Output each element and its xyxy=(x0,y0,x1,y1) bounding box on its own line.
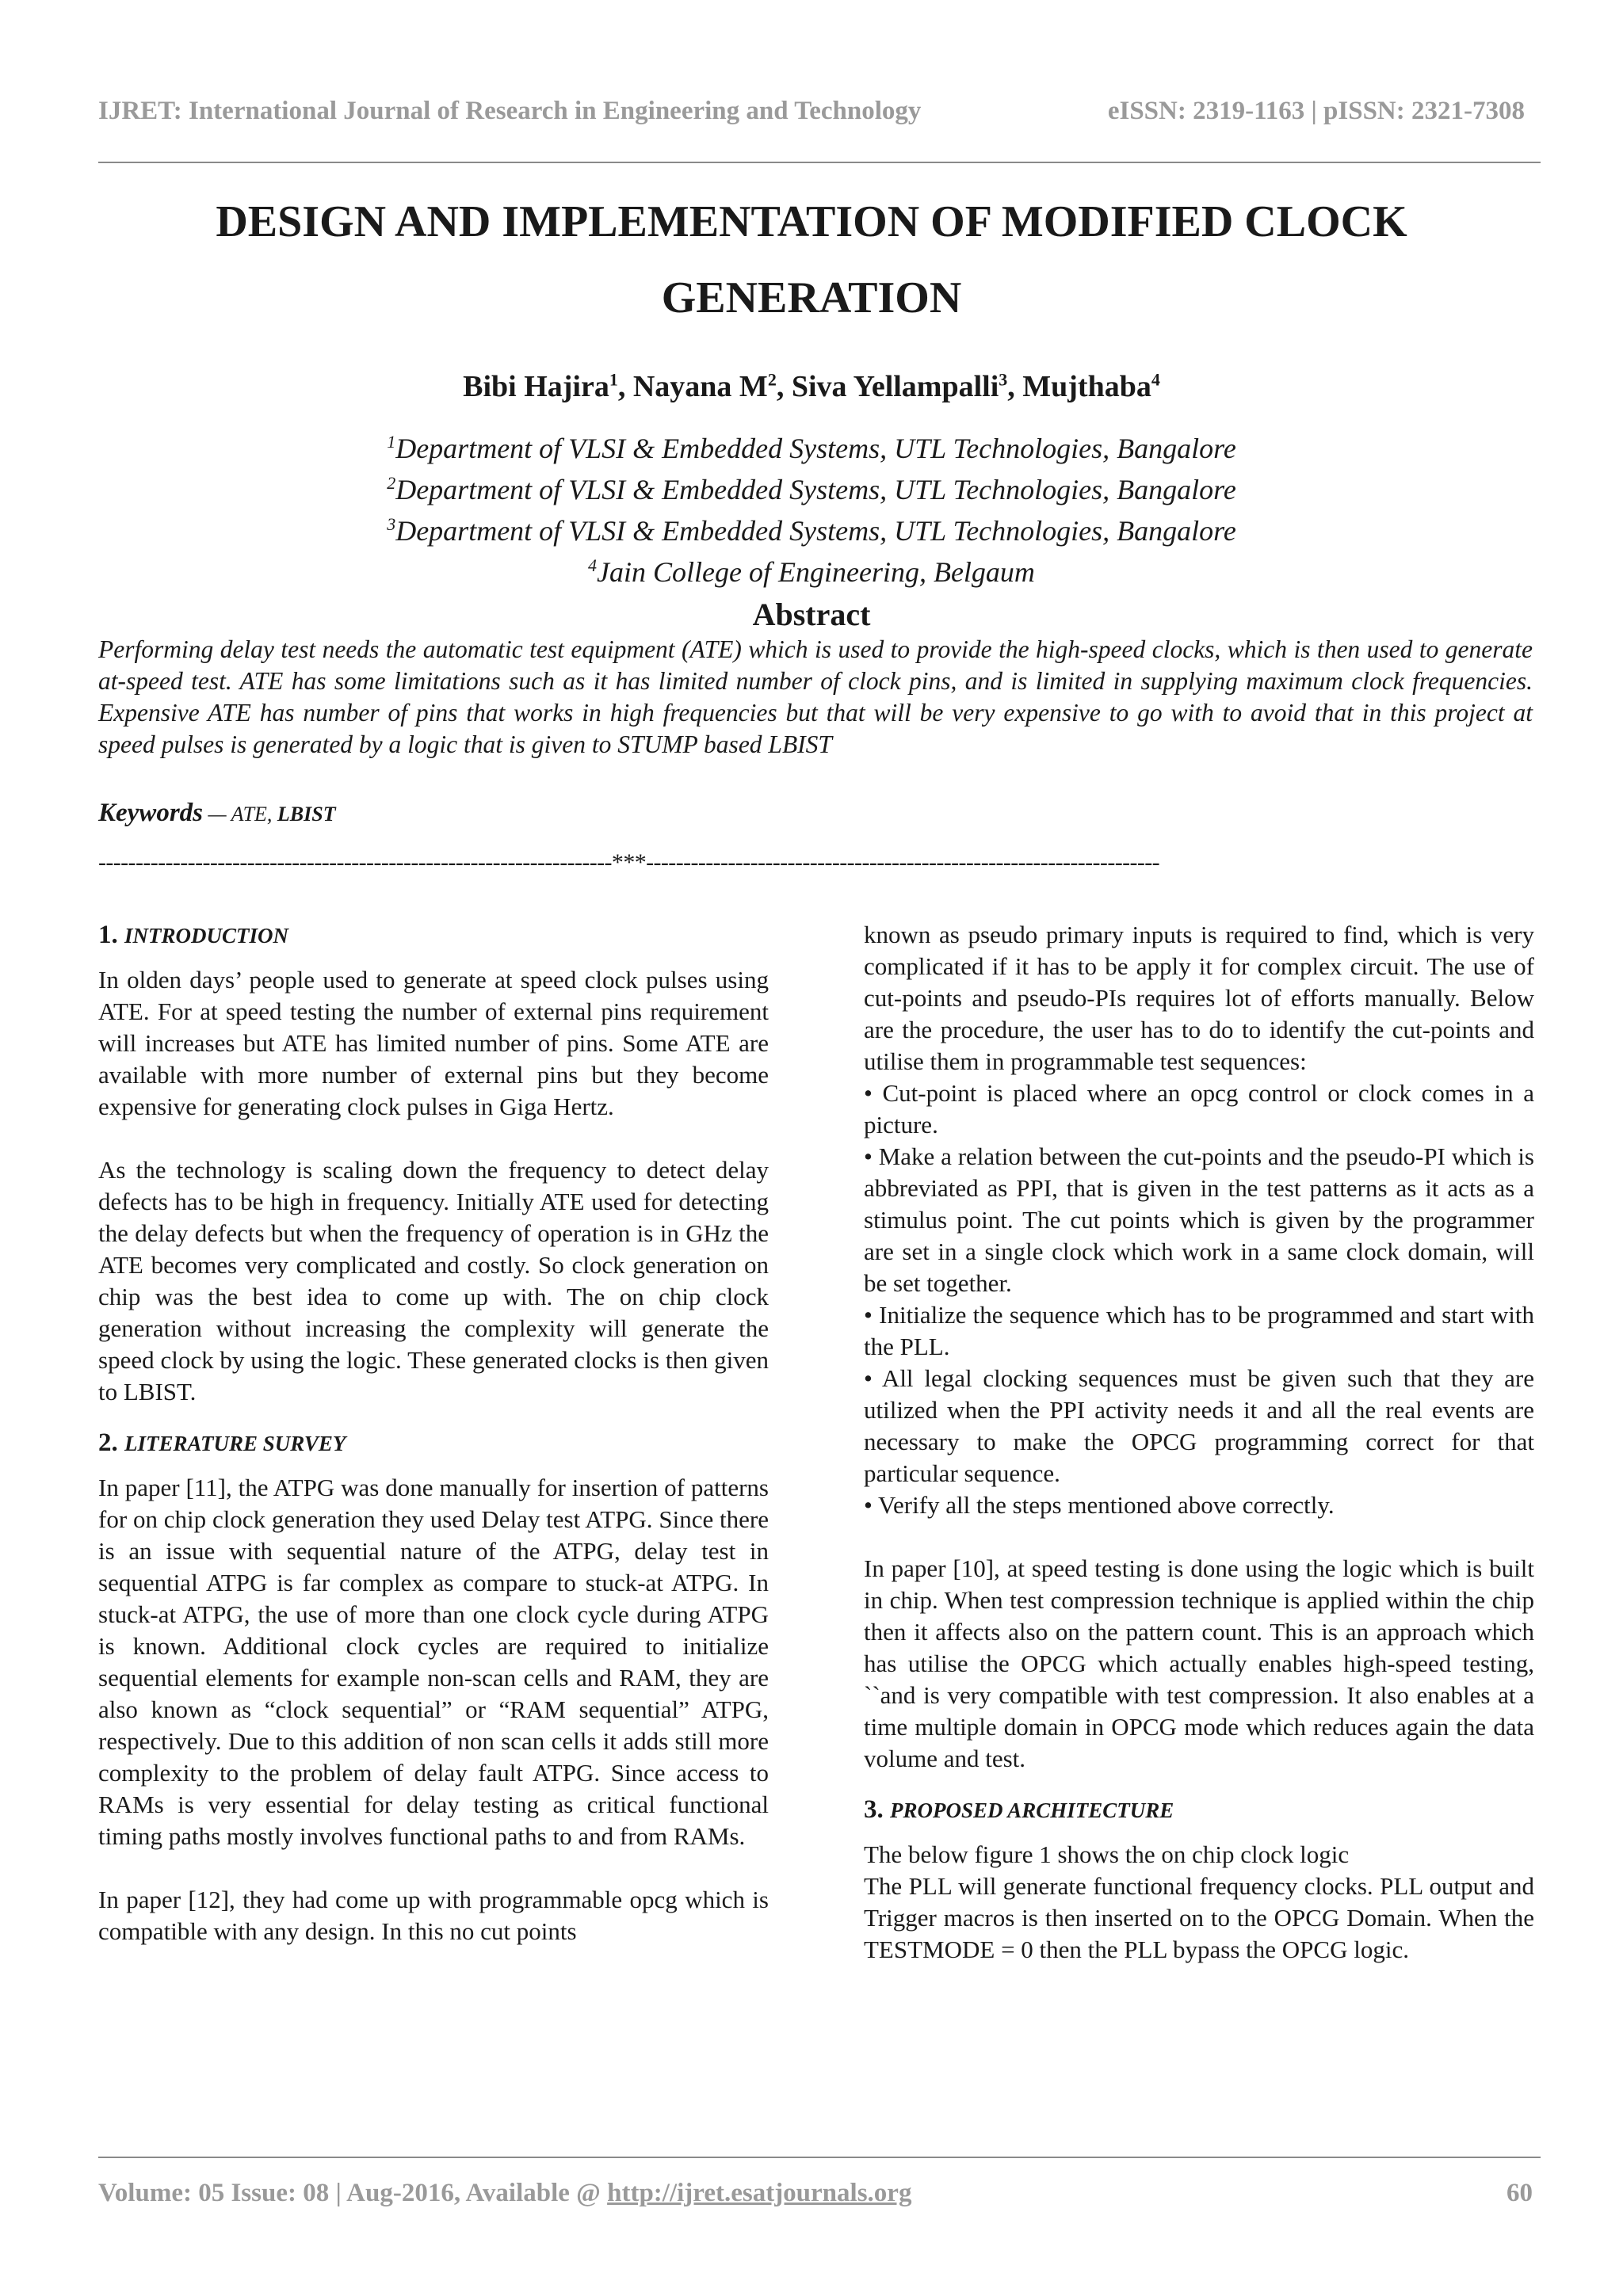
paragraph: In paper [10], at speed testing is done using the logic which is built in chip. When test compression technique is applied within the chip then it affects also on the pattern count. This is an approach which has utilise the OPCG which actually enables high-speed testing, ``and is very compatible with test compression. It also enables at a time multiple domain in OPCG mode which reduces again the data volume and test. xyxy=(864,1554,1534,1772)
affiliation: $^3$Department of VLSI & Embedded Systems, UTL Technologies, Bangalore xyxy=(387,514,1236,547)
keywords-label: Keywords xyxy=(98,799,203,827)
paragraph: As the technology is scaling down the frequency to detect delay defects has to be high in frequency. Initially ATE used for detecting the delay defects but when the frequency of operation is in GHz the ATE becomes very complicated and costly. So clock generation on chip was the best idea to come up with. The on chip clock generation without increasing the complexity will generate the speed clock by using the logic. These generated clocks is then given to LBIST. xyxy=(98,1156,769,1405)
footer-volume: Volume: 05 Issue: 08 | Aug-2016, Available @ xyxy=(98,2179,608,2207)
affiliation: $^4$Jain College of Engineering, Belgaum xyxy=(588,555,1035,588)
journal-link[interactable]: http://ijret.esatjournals.org xyxy=(607,2179,912,2207)
author: Nayana $M^2$, xyxy=(632,369,792,403)
keywords-sep: — xyxy=(203,803,231,826)
right-column xyxy=(864,919,1534,1966)
abstract-text: Performing delay test needs the automatic test equipment (ATE) which is used to provide the high-speed clocks, which is then used to generate at-speed test. ATE has some limitations such as it has limited number of clock pins, and is limited in supplying maximum clock frequencies. Expensive ATE has number of pins that works in high frequencies but that will be very expensive to go with to avoid that in this project at speed pulses is generated by a logic that is given to STUMP based LBIST xyxy=(98,635,1533,758)
list-item: • Verify all the steps mentioned above correctly. xyxy=(864,1491,1335,1519)
affiliation: $^2$Department of VLSI & Embedded Systems, UTL Technologies, Bangalore xyxy=(387,473,1236,505)
paragraph: The PLL will generate functional frequency clocks. PLL output and Trigger macros is then inserted on to the OPCG Domain. When the TESTMODE = 0 then the PLL bypass the OPCG logic. xyxy=(864,1872,1534,1963)
list-item: • Cut-point is placed where an opcg control or clock comes in a picture. xyxy=(864,1079,1534,1138)
keyword: ATE, xyxy=(231,803,277,826)
section-heading-introduction: 1. INTRODUCTION xyxy=(98,921,289,949)
paragraph: In olden days’ people used to generate at speed clock pulses using ATE. For at speed testing the number of external pins requirement will increases but ATE has limited number of pins. Some ATE are available with more number of external pins but they become expensive for generating clock pulses in Giga Hertz. xyxy=(98,966,769,1120)
section-separator: ---------------------------------------------------------------------***--------------------------------------------------------------------- xyxy=(98,849,1160,875)
left-column xyxy=(98,919,769,1947)
paragraph: In paper [12], they had come up with programmable opcg which is compatible with any design. In this no cut points xyxy=(98,1886,769,1945)
list-item: • All legal clocking sequences must be given such that they are utilized when the PPI activity needs it and all the real events are necessary to make the OPCG programming correct for that particular sequence. xyxy=(864,1364,1534,1487)
paper-title xyxy=(98,184,1525,336)
paragraph: known as pseudo primary inputs is required to find, which is very complicated if it has to be apply it for complex circuit. The use of cut-points and pseudo-PIs requires lot of efforts manually. Below are the procedure, the user has to do to identify the cut-points and utilise them in programmable test sequences: xyxy=(864,921,1534,1075)
affiliation: $^1$Department of VLSI & Embedded Systems, UTL Technologies, Bangalore xyxy=(387,432,1236,464)
header-rule xyxy=(98,162,1541,163)
paragraph: In paper [11], the ATPG was done manually for insertion of patterns for on chip clock generation they used Delay test ATPG. Since there is an issue with sequential nature of the ATPG, delay test in sequential ATPG is far complex as compare to stuck-at ATPG. In stuck-at ATPG, the use of more than one clock cycle during ATPG is known. Additional clock cycles are required to initialize sequential elements for example non-scan cells and RAM, they are also known as “clock sequential” or “RAM sequential” ATPG, respectively. Due to this addition of non scan cells it adds still more complexity to the problem of delay fault ATPG. Since access to RAMs is very essential for delay testing as critical functional timing paths mostly involves functional paths to and from RAMs. xyxy=(98,1474,769,1850)
paragraph: The below figure 1 shows the on chip clock logic xyxy=(864,1840,1350,1868)
author: Bibi Hajira$^1$, xyxy=(463,369,633,403)
affiliations xyxy=(98,425,1525,589)
keyword: LBIST xyxy=(277,803,336,826)
journal-name: IJRET: International Journal of Research in Engineering and Technology xyxy=(98,97,922,125)
section-heading-proposed-architecture: 3. PROPOSED ARCHITECTURE xyxy=(864,1795,1174,1824)
title-line-1: DESIGN AND IMPLEMENTATION OF MODIFIED CLOCK xyxy=(216,197,1407,246)
list-item: • Make a relation between the cut-points and the pseudo-PI which is abbreviated as PPI, that is given in the test patterns as it acts as a stimulus point. The cut points which is given by the programmer are set in a single clock which work in a same clock domain, will be set together. xyxy=(864,1142,1534,1297)
author: Mujthaba$^4$ xyxy=(1022,369,1160,403)
abstract-heading: Abstract xyxy=(752,597,871,632)
page-number: 60 xyxy=(1507,2179,1533,2207)
footer-rule xyxy=(98,2157,1541,2158)
issn: eISSN: 2319-1163 | pISSN: 2321-7308 xyxy=(1107,97,1525,125)
section-heading-literature-survey: 2. LITERATURE SURVEY xyxy=(98,1428,346,1457)
list-item: • Initialize the sequence which has to be programmed and start with the PLL. xyxy=(864,1301,1534,1360)
author-list xyxy=(98,369,1525,404)
keywords xyxy=(98,799,336,828)
title-line-2: GENERATION xyxy=(661,273,962,322)
author: Siva Yellampalli$^3$, xyxy=(791,369,1023,403)
